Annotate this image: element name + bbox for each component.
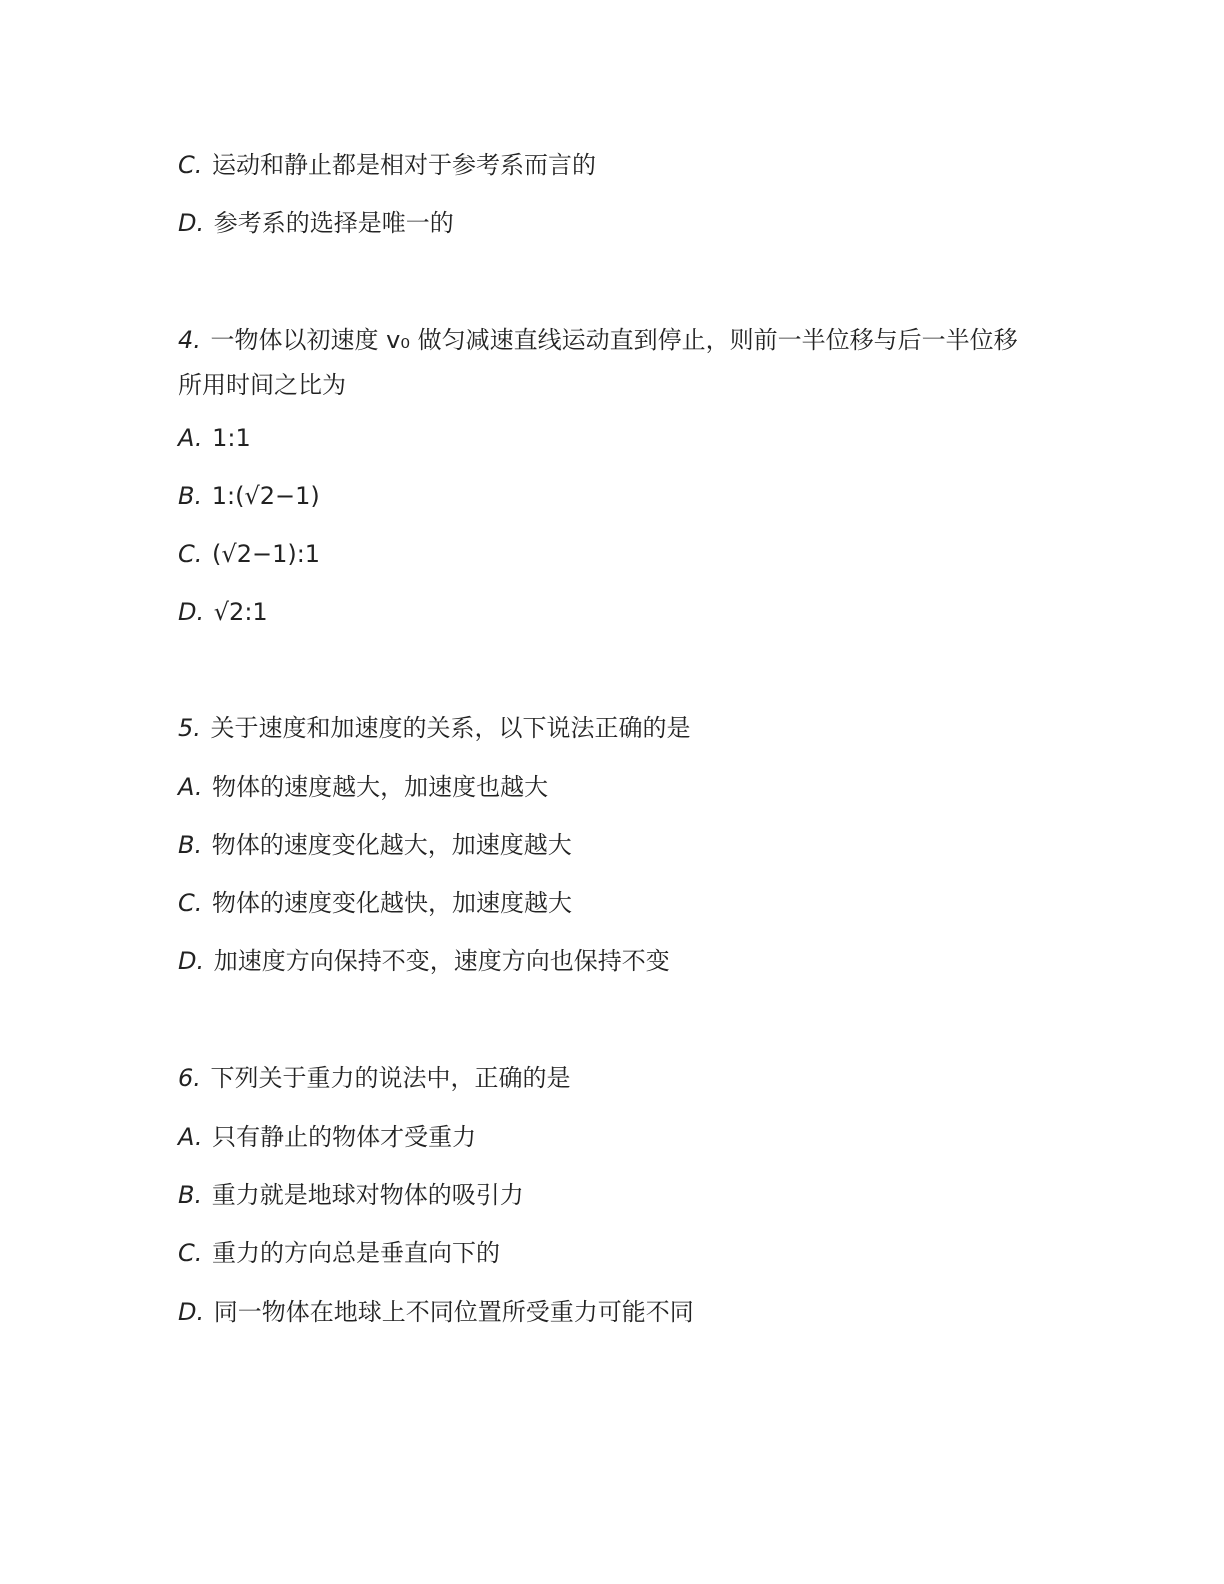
question-stem: 一物体以初速度 v₀ 做匀减速直线运动直到停止，则前一半位移与后一半位移 xyxy=(210,326,1018,354)
q5-stem xyxy=(178,713,691,743)
q3-option-c xyxy=(178,150,596,180)
option-label: D. xyxy=(178,209,205,237)
option-label: D. xyxy=(178,947,205,975)
option-text: 1:(√2−1) xyxy=(211,482,320,510)
option-text: 重力的方向总是垂直向下的 xyxy=(212,1239,501,1267)
option-text: 参考系的选择是唯一的 xyxy=(213,209,454,237)
q5-option-a xyxy=(178,772,548,802)
option-label: D. xyxy=(178,1298,205,1326)
option-text: 运动和静止都是相对于参考系而言的 xyxy=(212,151,597,179)
q4-stem-line1 xyxy=(178,325,1018,355)
q4-stem-line2 xyxy=(178,370,346,400)
q6-option-c xyxy=(178,1238,500,1268)
q4-option-b xyxy=(178,481,320,511)
q5-option-b xyxy=(178,830,572,860)
option-label: A. xyxy=(178,424,203,452)
q4-option-a xyxy=(178,423,251,453)
q6-option-a xyxy=(178,1122,476,1152)
option-label: C. xyxy=(178,540,203,568)
q3-option-d xyxy=(178,208,454,238)
q4-option-c xyxy=(178,539,320,569)
option-text: √2:1 xyxy=(213,598,268,626)
option-text: 加速度方向保持不变，速度方向也保持不变 xyxy=(213,947,670,975)
option-label: C. xyxy=(178,889,203,917)
option-label: A. xyxy=(178,773,203,801)
option-label: C. xyxy=(178,151,203,179)
question-stem: 下列关于重力的说法中，正确的是 xyxy=(210,1064,571,1092)
option-text: 重力就是地球对物体的吸引力 xyxy=(211,1181,524,1209)
q4-option-d xyxy=(178,597,268,627)
option-text: 1:1 xyxy=(212,424,251,452)
option-label: D. xyxy=(178,598,205,626)
option-text: 只有静止的物体才受重力 xyxy=(212,1123,477,1151)
q6-stem xyxy=(178,1063,571,1093)
question-stem: 关于速度和加速度的关系，以下说法正确的是 xyxy=(210,714,691,742)
option-label: A. xyxy=(178,1123,203,1151)
q6-option-b xyxy=(178,1180,524,1210)
option-text: 同一物体在地球上不同位置所受重力可能不同 xyxy=(213,1298,694,1326)
option-label: B. xyxy=(178,831,203,859)
question-number: 5. xyxy=(178,714,201,742)
q5-option-c xyxy=(178,888,572,918)
option-label: B. xyxy=(178,482,203,510)
option-label: C. xyxy=(178,1239,203,1267)
option-text: (√2−1):1 xyxy=(212,540,321,568)
question-stem-continued: 所用时间之比为 xyxy=(178,371,346,399)
option-label: B. xyxy=(178,1181,203,1209)
q6-option-d xyxy=(178,1297,694,1327)
option-text: 物体的速度越大，加速度也越大 xyxy=(212,773,549,801)
question-number: 6. xyxy=(178,1064,201,1092)
option-text: 物体的速度变化越快，加速度越大 xyxy=(212,889,573,917)
question-number: 4. xyxy=(178,326,201,354)
q5-option-d xyxy=(178,946,670,976)
option-text: 物体的速度变化越大，加速度越大 xyxy=(211,831,572,859)
